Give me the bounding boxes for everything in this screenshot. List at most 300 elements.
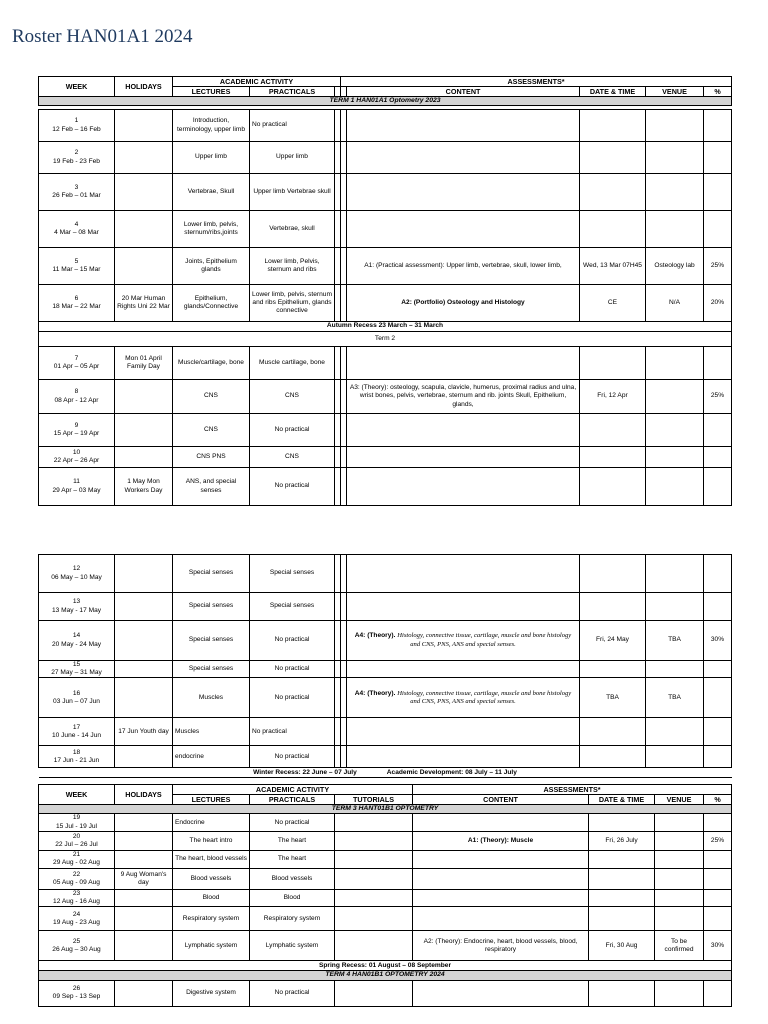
week-cell — [39, 678, 115, 718]
percent-cell — [704, 678, 732, 718]
percent-cell — [704, 868, 732, 889]
header-holidays: HOLIDAYS — [115, 77, 173, 97]
date-cell: Fri, 26 July — [589, 831, 655, 850]
week-number: 4 — [74, 220, 79, 228]
week-dates: 08 Apr - 12 Apr — [54, 396, 99, 404]
percent-cell — [704, 414, 732, 447]
content-cell — [413, 868, 589, 889]
venue-cell — [646, 414, 704, 447]
week-number: 16 — [72, 689, 81, 697]
lectures-cell: Special senses — [173, 621, 250, 661]
lectures-cell: Lower limb, pelvis, sternum/ribs,joints — [173, 211, 250, 248]
holiday-cell — [115, 414, 173, 447]
content-cell: A1: (Theory): Muscle — [413, 831, 589, 850]
table-row — [39, 211, 732, 248]
percent-cell: 25% — [704, 380, 732, 414]
venue-cell — [646, 447, 704, 468]
week-dates: 10 June - 14 Jun — [51, 731, 102, 739]
term-4-band: TERM 4 HAN01B1 OPTOMETRY 2024 — [39, 971, 732, 980]
percent-cell: 25% — [704, 248, 732, 285]
academic-development-text: Academic Development: 08 July – 11 July — [386, 768, 517, 776]
week-dates: 18 Mar – 22 Mar — [52, 303, 101, 310]
holiday-cell — [115, 661, 173, 678]
date-cell — [580, 746, 646, 768]
date-cell: CE — [580, 285, 646, 322]
content-cell: A3: (Theory): osteology, scapula, clavicle, humerus, proximal radius and ulna, wrist bones, pelvis, vertebrae, sternum and rib. joints Skull, Epithelium, glands, — [347, 380, 580, 414]
lectures-cell: ANS, and special senses — [173, 468, 250, 506]
week-dates: 01 Apr – 05 Apr — [53, 363, 100, 370]
week-dates: 11 Mar – 15 Mar — [52, 266, 101, 273]
lectures-cell: The heart intro — [173, 831, 250, 850]
holiday-cell — [115, 211, 173, 248]
header-assessments: ASSESSMENTS* — [413, 785, 732, 795]
content-cell — [413, 889, 589, 906]
table-row — [39, 931, 732, 961]
week-dates: 19 Feb - 23 Feb — [53, 157, 100, 165]
percent-cell — [704, 661, 732, 678]
roster-table-term1-2 — [38, 76, 732, 106]
table-row — [39, 468, 732, 506]
table-row — [39, 142, 732, 174]
lectures-cell: Introduction, terminology, upper limb — [173, 110, 250, 142]
date-cell — [580, 110, 646, 142]
content-cell — [413, 850, 589, 868]
percent-cell — [704, 468, 732, 506]
venue-cell — [646, 593, 704, 621]
week-cell — [39, 447, 115, 468]
table-row — [39, 718, 732, 746]
week-cell — [39, 814, 115, 831]
practicals-cell: Upper limb Vertebrae skull — [250, 174, 335, 211]
week-number: 12 — [72, 565, 81, 573]
week-number: 11 — [73, 478, 80, 486]
week-dates: 03 Jun – 07 Jun — [53, 697, 100, 705]
table-row — [39, 110, 732, 142]
week-dates: 27 May – 31 May — [51, 669, 102, 677]
week-dates: 4 Mar – 08 Mar — [54, 229, 99, 236]
date-cell: Wed, 13 Mar 07H45 — [580, 248, 646, 285]
date-cell — [589, 907, 655, 931]
spring-recess: Spring Recess: 01 August – 08 September — [39, 961, 732, 971]
holiday-cell: 20 Mar Human Rights Uni 22 Mar — [115, 285, 173, 322]
date-cell — [589, 814, 655, 831]
content-cell: A2: (Theory): Endocrine, heart, blood vessels, blood, respiratory — [413, 931, 589, 961]
table-row — [39, 814, 732, 831]
date-cell: Fri, 12 Apr — [580, 380, 646, 414]
week-dates: 22 Apr – 26 Apr — [53, 457, 100, 464]
venue-cell: To be confirmed — [655, 931, 704, 961]
percent-cell — [704, 980, 732, 1006]
week-dates: 22 Jul – 26 Jul — [55, 840, 98, 848]
date-cell — [580, 468, 646, 506]
lectures-cell: CNS — [173, 380, 250, 414]
table-row — [39, 414, 732, 447]
table-row — [39, 285, 732, 322]
header-lectures: LECTURES — [173, 795, 250, 805]
week-cell — [39, 110, 115, 142]
week-number: 13 — [72, 598, 81, 606]
week-dates: 26 Aug – 30 Aug — [52, 945, 101, 953]
lectures-cell: Endocrine — [173, 814, 250, 831]
venue-cell — [646, 174, 704, 211]
week-dates: 20 May - 24 May — [51, 640, 102, 648]
week-cell — [39, 593, 115, 621]
practicals-cell: Blood vessels — [250, 868, 335, 889]
content-cell — [347, 718, 580, 746]
date-cell — [589, 850, 655, 868]
week-cell — [39, 468, 115, 506]
winter-recess-text: Winter Recess: 22 June – 07 July — [253, 768, 357, 776]
week-cell — [39, 831, 115, 850]
header-percent: % — [704, 795, 732, 805]
header-week: WEEK — [39, 77, 115, 97]
lectures-cell: endocrine — [173, 746, 250, 768]
table-row — [39, 831, 732, 850]
week-cell — [39, 285, 115, 322]
table-row — [39, 850, 732, 868]
practicals-cell: Lymphatic system — [250, 931, 335, 961]
lectures-cell: Special senses — [173, 661, 250, 678]
percent-cell — [704, 142, 732, 174]
assessment-topics: Histology, connective tissue, cartilage, muscle and bone histology and CNS, PNS, ANS and special senses. — [397, 632, 572, 648]
week-number: 3 — [74, 183, 79, 191]
tutorials-cell — [335, 907, 413, 931]
lectures-cell: Muscles — [173, 718, 250, 746]
practicals-cell: Lower limb, pelvis, sternum and ribs Epithelium, glands connective — [250, 285, 335, 322]
week-dates: 15 Jul - 19 Jul — [55, 822, 98, 830]
tutorials-cell — [335, 868, 413, 889]
lectures-cell: Joints, Epithelium glands — [173, 248, 250, 285]
week-number: 8 — [74, 388, 79, 396]
date-cell: TBA — [580, 678, 646, 718]
practicals-cell: No practical — [250, 718, 335, 746]
week-number: 21 — [72, 851, 81, 859]
venue-cell — [655, 868, 704, 889]
week-dates: 06 May – 10 May — [51, 573, 102, 581]
percent-cell: 25% — [704, 831, 732, 850]
practicals-cell: Respiratory system — [250, 907, 335, 931]
lectures-cell: Epithelium, glands/Connective — [173, 285, 250, 322]
week-dates: 26 Feb – 01 Mar — [52, 192, 101, 199]
venue-cell — [646, 380, 704, 414]
percent-cell — [704, 174, 732, 211]
term-1-band: TERM 1 HAN01A1 Optometry 2023 — [39, 97, 732, 106]
holiday-cell: Mon 01 April Family Day — [115, 347, 173, 380]
holiday-cell — [115, 621, 173, 661]
lectures-cell: Respiratory system — [173, 907, 250, 931]
practicals-cell: Lower limb, Pelvis, sternum and ribs — [250, 248, 335, 285]
practicals-cell: No practical — [250, 414, 335, 447]
practicals-cell: No practical — [250, 980, 335, 1006]
week-dates: 15 Apr – 19 Apr — [53, 430, 100, 437]
lectures-cell: Muscle/cartilage, bone — [173, 347, 250, 380]
venue-cell: N/A — [646, 285, 704, 322]
percent-cell — [704, 447, 732, 468]
tutorials-cell — [335, 931, 413, 961]
recess-row — [39, 768, 732, 778]
holiday-cell — [115, 931, 173, 961]
week-number: 23 — [72, 889, 81, 897]
header-content: CONTENT — [413, 795, 589, 805]
holiday-cell — [115, 678, 173, 718]
venue-cell — [646, 746, 704, 768]
venue-cell — [655, 980, 704, 1006]
content-cell — [347, 621, 580, 661]
practicals-cell: Special senses — [250, 555, 335, 593]
percent-cell — [704, 889, 732, 906]
lectures-cell: Blood vessels — [173, 868, 250, 889]
content-cell — [347, 447, 580, 468]
lectures-cell: CNS — [173, 414, 250, 447]
table-row — [39, 907, 732, 931]
week-number: 25 — [72, 937, 81, 945]
recess-row — [39, 961, 732, 971]
holiday-cell — [115, 889, 173, 906]
date-cell — [580, 447, 646, 468]
header-academic-activity: ACADEMIC ACTIVITY — [173, 785, 413, 795]
week-number: 22 — [72, 870, 81, 878]
lectures-cell: Muscles — [173, 678, 250, 718]
content-cell: A1: (Practical assessment): Upper limb, vertebrae, skull, lower limb, — [347, 248, 580, 285]
venue-cell: TBA — [646, 678, 704, 718]
practicals-cell: The heart — [250, 850, 335, 868]
date-cell — [580, 347, 646, 380]
practicals-cell: Blood — [250, 889, 335, 906]
content-cell — [347, 661, 580, 678]
roster-table-term2-continued — [38, 554, 732, 778]
week-dates: 12 Feb – 16 Feb — [52, 125, 101, 133]
content-cell — [413, 980, 589, 1006]
winter-recess — [39, 768, 732, 778]
week-number: 1 — [74, 117, 79, 125]
percent-cell — [704, 718, 732, 746]
table-row — [39, 889, 732, 906]
header-venue: VENUE — [655, 795, 704, 805]
lectures-cell: Blood — [173, 889, 250, 906]
date-cell — [580, 555, 646, 593]
week-dates: 17 Jun - 21 Jun — [53, 756, 100, 764]
table-row — [39, 174, 732, 211]
practicals-cell: No practical — [250, 110, 335, 142]
week-cell — [39, 347, 115, 380]
week-number: 5 — [74, 257, 79, 265]
venue-cell — [646, 347, 704, 380]
week-dates: 05 Aug - 09 Aug — [53, 878, 100, 886]
content-cell — [413, 814, 589, 831]
date-cell — [589, 868, 655, 889]
week-number: 10 — [72, 448, 81, 456]
header-date-time: DATE & TIME — [580, 87, 646, 97]
holiday-cell — [115, 555, 173, 593]
table-row — [39, 555, 732, 593]
venue-cell — [655, 831, 704, 850]
lectures-cell: Digestive system — [173, 980, 250, 1006]
percent-cell — [704, 211, 732, 248]
week-number: 26 — [72, 985, 81, 993]
assessment-topics: Histology, connective tissue, cartilage, muscle and bone histology and CNS, PNS, ANS and special senses. — [397, 689, 572, 705]
content-cell: A2: (Portfolio) Osteology and Histology — [347, 285, 580, 322]
content-cell — [347, 678, 580, 718]
date-cell: Fri, 30 Aug — [589, 931, 655, 961]
content-cell — [347, 211, 580, 248]
holiday-cell — [115, 907, 173, 931]
content-cell — [347, 142, 580, 174]
venue-cell — [646, 555, 704, 593]
practicals-cell: No practical — [250, 814, 335, 831]
table-row — [39, 593, 732, 621]
holiday-cell — [115, 850, 173, 868]
practicals-cell: No practical — [250, 746, 335, 768]
holiday-cell — [115, 593, 173, 621]
practicals-cell: No practical — [250, 661, 335, 678]
week-cell — [39, 414, 115, 447]
lectures-cell: Upper limb — [173, 142, 250, 174]
week-dates: 29 Apr – 03 May — [52, 486, 101, 494]
venue-cell — [646, 718, 704, 746]
week-number: 2 — [74, 149, 79, 157]
week-cell — [39, 174, 115, 211]
content-cell — [347, 593, 580, 621]
venue-cell — [655, 907, 704, 931]
practicals-cell: Muscle cartilage, bone — [250, 347, 335, 380]
tutorials-cell — [335, 850, 413, 868]
content-cell — [347, 110, 580, 142]
week-cell — [39, 248, 115, 285]
header-tutorials: TUTORIALS — [335, 795, 413, 805]
week-cell — [39, 380, 115, 414]
percent-cell — [704, 746, 732, 768]
venue-cell — [646, 661, 704, 678]
week-dates: 19 Aug - 23 Aug — [53, 918, 100, 926]
tutorials-cell — [335, 889, 413, 906]
practicals-cell: CNS — [250, 447, 335, 468]
term-4-row — [39, 971, 732, 980]
date-cell — [580, 718, 646, 746]
practicals-cell: No practical — [250, 678, 335, 718]
holiday-cell — [115, 174, 173, 211]
lectures-cell: Special senses — [173, 555, 250, 593]
term-2-label: Term 2 — [39, 332, 732, 347]
week-dates: 12 Aug - 16 Aug — [53, 898, 100, 906]
tutorials-cell — [335, 980, 413, 1006]
practicals-cell: CNS — [250, 380, 335, 414]
content-cell — [347, 347, 580, 380]
roster-table-term3-4 — [38, 784, 732, 1007]
autumn-recess: Autumn Recess 23 March – 31 March — [39, 322, 732, 332]
week-cell — [39, 621, 115, 661]
holiday-cell — [115, 831, 173, 850]
date-cell — [580, 661, 646, 678]
practicals-cell: The heart — [250, 831, 335, 850]
header-venue: VENUE — [646, 87, 704, 97]
week-cell — [39, 907, 115, 931]
date-cell — [580, 142, 646, 174]
recess-row — [39, 322, 732, 332]
roster-table-term1-2-body — [38, 109, 732, 506]
holiday-cell — [115, 380, 173, 414]
venue-cell — [646, 211, 704, 248]
table-row — [39, 661, 732, 678]
page-title: Roster HAN01A1 2024 — [12, 26, 193, 47]
percent-cell — [704, 110, 732, 142]
percent-cell — [704, 593, 732, 621]
week-cell — [39, 850, 115, 868]
header-date-time: DATE & TIME — [589, 795, 655, 805]
content-cell — [347, 468, 580, 506]
assessment-label: A4: (Theory). — [354, 689, 396, 697]
table-row — [39, 447, 732, 468]
venue-cell — [655, 850, 704, 868]
venue-cell — [646, 110, 704, 142]
term-2-row — [39, 332, 732, 347]
percent-cell — [704, 850, 732, 868]
week-cell — [39, 661, 115, 678]
week-cell — [39, 980, 115, 1006]
holiday-cell — [115, 110, 173, 142]
practicals-cell: No practical — [250, 468, 335, 506]
percent-cell — [704, 907, 732, 931]
holiday-cell: 1 May Mon Workers Day — [115, 468, 173, 506]
week-number: 6 — [74, 294, 79, 302]
holiday-cell — [115, 142, 173, 174]
tutorials-cell — [335, 831, 413, 850]
lectures-cell: Special senses — [173, 593, 250, 621]
venue-cell: TBA — [646, 621, 704, 661]
date-cell — [589, 889, 655, 906]
percent-cell — [704, 347, 732, 380]
week-number: 18 — [72, 748, 81, 756]
week-cell — [39, 889, 115, 906]
week-number: 7 — [74, 354, 79, 362]
week-cell — [39, 211, 115, 248]
header-content: CONTENT — [347, 87, 580, 97]
week-number: 15 — [72, 661, 81, 668]
percent-cell: 30% — [704, 931, 732, 961]
table-row — [39, 248, 732, 285]
content-cell — [347, 174, 580, 211]
header-assessments: ASSESSMENTS* — [341, 77, 732, 87]
tutorials-cell — [335, 814, 413, 831]
practicals-cell: No practical — [250, 621, 335, 661]
venue-cell — [655, 814, 704, 831]
week-cell — [39, 142, 115, 174]
venue-cell — [646, 142, 704, 174]
holiday-cell — [115, 447, 173, 468]
header-holidays: HOLIDAYS — [115, 785, 173, 805]
table-row — [39, 380, 732, 414]
header-academic-activity: ACADEMIC ACTIVITY — [173, 77, 341, 87]
table-row — [39, 347, 732, 380]
date-cell — [580, 593, 646, 621]
header-lectures: LECTURES — [173, 87, 250, 97]
percent-cell: 20% — [704, 285, 732, 322]
week-number: 19 — [72, 814, 81, 822]
venue-cell — [646, 468, 704, 506]
week-number: 20 — [72, 832, 81, 840]
week-number: 17 — [72, 723, 81, 731]
date-cell: Fri, 24 May — [580, 621, 646, 661]
week-number: 24 — [72, 910, 81, 918]
holiday-cell — [115, 814, 173, 831]
lectures-cell: Lymphatic system — [173, 931, 250, 961]
date-cell — [580, 174, 646, 211]
venue-cell — [655, 889, 704, 906]
date-cell — [589, 980, 655, 1006]
week-dates: 09 Sep - 13 Sep — [52, 993, 101, 1001]
percent-cell: 30% — [704, 621, 732, 661]
header-practicals: PRACTICALS — [250, 87, 335, 97]
holiday-cell — [115, 248, 173, 285]
